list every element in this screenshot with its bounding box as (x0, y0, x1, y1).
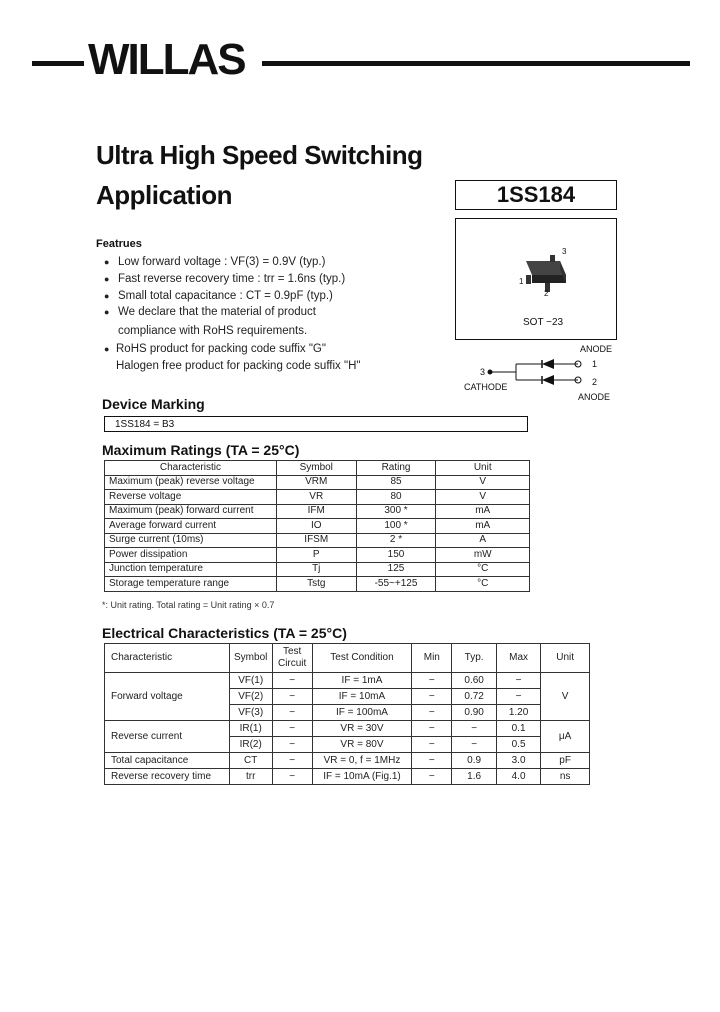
table-row: Reverse voltage VR 80 V (105, 490, 530, 505)
schematic-cathode: CATHODE (464, 382, 508, 392)
ratings-note: *: Unit rating. Total rating = Unit rating × 0.7 (102, 600, 275, 610)
pin-1-label: 1 (519, 277, 524, 286)
table-row: Power dissipation P 150 mW (105, 548, 530, 563)
package-box (455, 218, 617, 340)
table-row: Maximum (peak) forward current IFM 300 * mA (105, 504, 530, 519)
part-number: 1SS184 (455, 180, 617, 210)
package-label: SOT −23 (523, 317, 564, 328)
max-ratings-heading: Maximum Ratings (TA = 25°C) (102, 442, 300, 458)
bullet-icon: ● (104, 307, 110, 317)
title-line-2: Application (96, 180, 233, 210)
feature-item: ● We declare that the material of product (104, 306, 316, 318)
table-row: IR(2) − VR = 80V − − 0.5 (105, 737, 590, 753)
table-row: Storage temperature range Tstg -55~+125 °C (105, 577, 530, 592)
table-row: Average forward current IO 100 * mA (105, 519, 530, 534)
schematic-anode-top: ANODE (580, 344, 613, 354)
bullet-icon: ● (104, 291, 110, 301)
max-ratings-table (104, 460, 530, 592)
table-header-row (105, 461, 530, 476)
feature-item: ● Fast reverse recovery time : trr = 1.6ns (typ.) (104, 273, 346, 285)
pin-2-label: 2 (544, 289, 549, 298)
col-unit: Unit (436, 461, 530, 476)
pin-3-label: 3 (562, 247, 567, 256)
schematic-anode-bottom: ANODE (578, 392, 611, 402)
bullet-icon: ● (104, 257, 110, 267)
col-symbol: Symbol (276, 461, 356, 476)
feature-item: ● Small total capacitance : CT = 0.9pF (typ.) (104, 290, 333, 302)
header-rule-left (32, 61, 84, 66)
electrical-heading: Electrical Characteristics (TA = 25°C) (102, 625, 347, 641)
diode-schematic (486, 358, 586, 394)
features-heading: Featrues (96, 238, 142, 250)
table-row: Reverse current IR(1) − VR = 30V − − 0.1 μA (105, 721, 590, 737)
header-rule-right (262, 61, 690, 66)
feature-item: ● RoHS product for packing code suffix "G" (104, 343, 326, 355)
table-row: Total capacitance CT − VR = 0, f = 1MHz − 0.9 3.0 pF (105, 753, 590, 769)
table-row: Forward voltage VF(1) − IF = 1mA − 0.60 − V (105, 673, 590, 689)
bullet-icon: ● (104, 344, 110, 354)
col-rating: Rating (356, 461, 436, 476)
device-marking-heading: Device Marking (102, 396, 205, 412)
title-line-1: Ultra High Speed Switching (96, 140, 423, 170)
schematic-pin2: 2 (592, 377, 598, 387)
feature-item: Halogen free product for packing code suffix "H" (116, 360, 361, 372)
bullet-icon: ● (104, 274, 110, 284)
schematic-pin1: 1 (592, 359, 598, 369)
table-header-row: Characteristic Symbol Test Circuit Test Condition Min Typ. Max Unit (105, 644, 590, 673)
brand-logo: WILLAS (88, 35, 245, 84)
table-row: VF(3) − IF = 100mA − 0.90 1.20 (105, 705, 590, 721)
table-row: Maximum (peak) reverse voltage VRM 85 V (105, 475, 530, 490)
feature-item-cont: compliance with RoHS requirements. (118, 325, 308, 337)
schematic-pin3: 3 (480, 367, 486, 377)
col-characteristic: Characteristic (105, 461, 277, 476)
electrical-table (104, 643, 590, 785)
feature-item: ● Low forward voltage : VF(3) = 0.9V (typ.) (104, 256, 326, 268)
table-row: Surge current (10ms) IFSM 2 * A (105, 533, 530, 548)
table-row: VF(2) − IF = 10mA − 0.72 − (105, 689, 590, 705)
device-marking-text: 1SS184 = B3 (104, 416, 528, 432)
table-row: Reverse recovery time trr − IF = 10mA (Fig.1) − 1.6 4.0 ns (105, 769, 590, 785)
table-row: Junction temperature Tj 125 °C (105, 562, 530, 577)
